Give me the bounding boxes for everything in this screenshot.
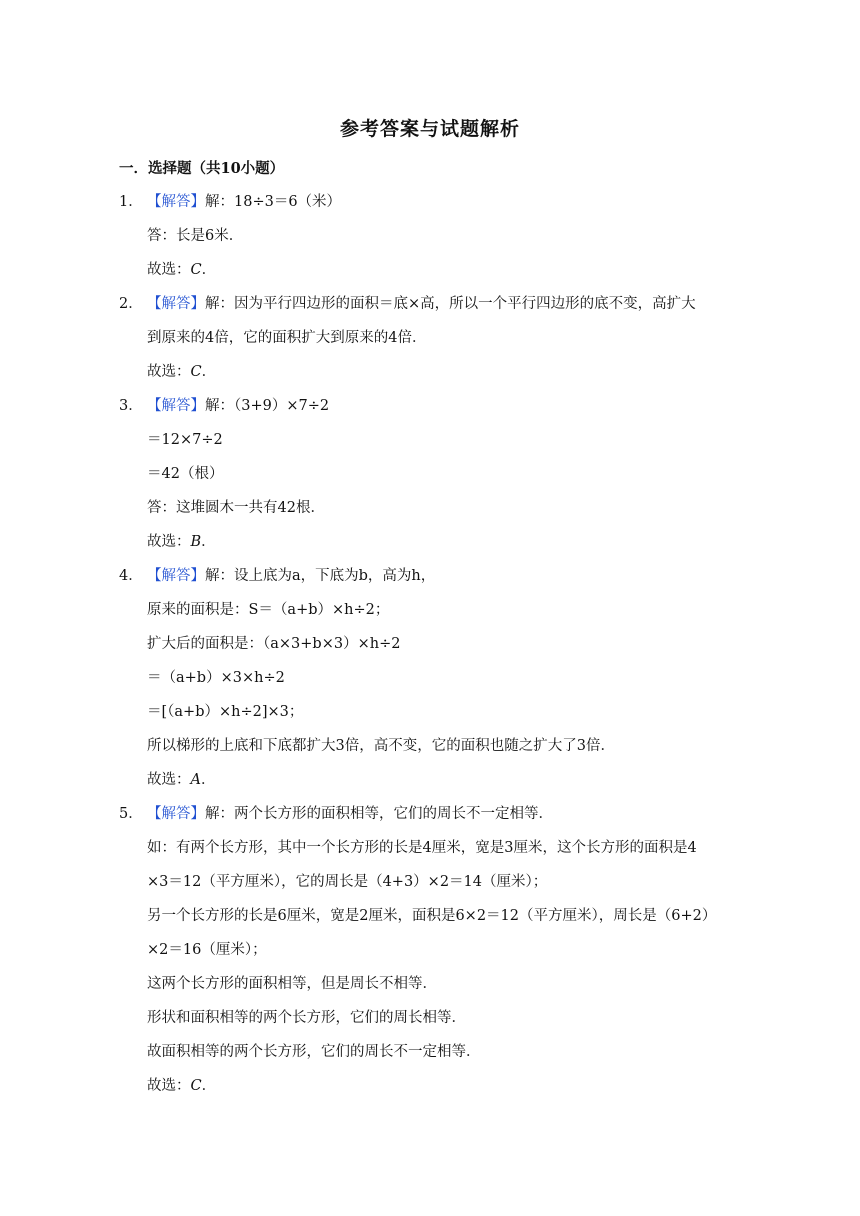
answer-text: ＝[（a+b）×h÷2]×3； — [147, 704, 304, 720]
answer-text: 另一个长方形的长是6厘米，宽是2厘米，面积是6×2＝12（平方厘米），周长是（6+2） — [147, 908, 717, 924]
answer-number: 3． — [119, 398, 143, 414]
answer-choice: 故选：C． — [147, 1078, 217, 1094]
answer-number: 5． — [119, 806, 143, 822]
answer-choice: 故选：C． — [147, 364, 217, 380]
answer-text: 原来的面积是：S＝（a+b）×h÷2； — [147, 602, 390, 618]
answer-tag: 【解答】 — [147, 194, 205, 210]
answer-text: 形状和面积相等的两个长方形，它们的周长相等． — [147, 1010, 466, 1026]
answer-text: 这两个长方形的面积相等，但是周长不相等． — [147, 976, 437, 992]
answer-choice: 故选：A． — [147, 772, 216, 788]
answer-text: 解：两个长方形的面积相等，它们的周长不一定相等． — [205, 806, 553, 822]
answer-text: 解：18÷3＝6（米） — [205, 194, 342, 210]
answer-text: ＝（a+b）×3×h÷2 — [147, 670, 285, 686]
section-heading: 一．选择题（共10小题） — [119, 160, 285, 177]
answer-text: ×3＝12（平方厘米），它的周长是（4+3）×2＝14（厘米）； — [147, 874, 548, 890]
answer-text: 解：（3+9）×7÷2 — [205, 398, 330, 414]
answer-text: 故面积相等的两个长方形，它们的周长不一定相等． — [147, 1044, 481, 1060]
page-title: 参考答案与试题解析 — [339, 118, 520, 140]
answer-tag: 【解答】 — [147, 296, 205, 312]
answer-text: ×2＝16（厘米）； — [147, 942, 267, 958]
answer-text: 答：这堆圆木一共有42根． — [147, 500, 325, 516]
answer-line — [147, 394, 329, 415]
answer-tag: 【解答】 — [147, 568, 205, 584]
answer-text: 扩大后的面积是：（a×3+b×3）×h÷2 — [147, 636, 401, 652]
answer-number: 4． — [119, 568, 143, 584]
answer-text: 如：有两个长方形，其中一个长方形的长是4厘米，宽是3厘米，这个长方形的面积是4 — [147, 840, 697, 856]
answer-line — [147, 190, 341, 211]
answer-line — [147, 564, 435, 585]
answer-tag: 【解答】 — [147, 398, 205, 414]
answer-text: 到原来的4倍，它的面积扩大到原来的4倍． — [147, 330, 427, 346]
answer-text: 解：设上底为a，下底为b，高为h， — [205, 568, 436, 584]
answer-text: 答：长是6米． — [147, 228, 244, 244]
answer-line — [147, 802, 553, 823]
answer-number: 2． — [119, 296, 143, 312]
answer-text: ＝42（根） — [147, 466, 224, 482]
answer-text: ＝12×7÷2 — [147, 432, 223, 448]
answer-line — [147, 292, 696, 313]
answer-choice: 故选：B． — [147, 534, 216, 550]
answer-tag: 【解答】 — [147, 806, 205, 822]
answer-text: 所以梯形的上底和下底都扩大3倍，高不变，它的面积也随之扩大了3倍． — [147, 738, 615, 754]
answer-choice: 故选：C． — [147, 262, 217, 278]
answer-number: 1． — [119, 194, 143, 210]
answer-text: 解：因为平行四边形的面积＝底×高，所以一个平行四边形的底不变，高扩大 — [205, 296, 696, 312]
